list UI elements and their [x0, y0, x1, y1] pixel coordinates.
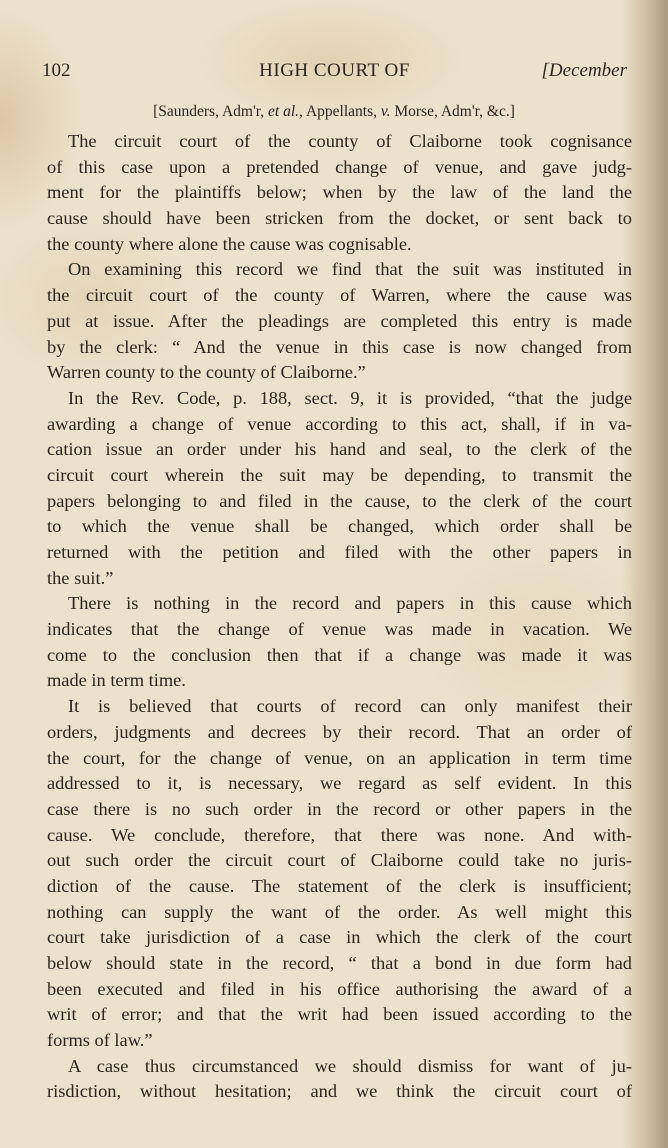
text-line: out such order the circuit court of Claiborne could take no juris-: [47, 850, 632, 871]
text-line: nothing can supply the want of the order. As well might this: [47, 901, 632, 922]
text-line: cation issue an order under his hand and seal, to the clerk of the: [47, 439, 632, 460]
text-line: orders, judgments and decrees by their record. That an order of: [47, 721, 632, 742]
caption-part: Morse, Adm'r, &c.]: [390, 103, 515, 120]
text-line: awarding a change of venue according to this act, shall, if in va-: [47, 413, 632, 434]
running-date: [December: [541, 60, 627, 81]
paragraph: [47, 591, 632, 694]
text-line: made in term time.: [47, 670, 186, 691]
caption-versus: v.: [380, 103, 391, 120]
text-line: Warren county to the county of Claiborne.”: [47, 362, 366, 383]
page-number: 102: [42, 60, 71, 81]
text-line: cause. We conclude, therefore, that there was none. And with-: [47, 824, 632, 845]
text-line: addressed to it, is necessary, we regard as self evident. In this: [47, 773, 632, 794]
text-line: writ of error; and that the writ had been issued according to the: [47, 1004, 632, 1025]
paragraph: [47, 129, 632, 257]
text-line: risdiction, without hesitation; and we think the circuit court of: [47, 1081, 632, 1102]
text-line: It is believed that courts of record can only manifest their: [68, 696, 632, 717]
text-line: In the Rev. Code, p. 188, sect. 9, it is provided, “that the judge: [68, 387, 632, 408]
caption-part: , Appellants,: [299, 103, 381, 120]
text-line: been executed and filed in his office authorising the award of a: [47, 978, 632, 999]
running-title: HIGH COURT OF: [259, 60, 410, 81]
caption-et-al: et al.: [268, 103, 300, 120]
text-line: case there is no such order in the record or other papers in the: [47, 798, 632, 819]
text-line: forms of law.”: [47, 1030, 153, 1051]
text-line: cause should have been stricken from the docket, or sent back to: [47, 208, 632, 229]
caption-part: [Saunders, Adm'r,: [153, 103, 269, 120]
text-line: There is nothing in the record and papers in this cause which: [68, 593, 632, 614]
text-line: below should state in the record, “ that a bond in due form had: [47, 953, 632, 973]
body-text: [47, 129, 632, 1105]
text-line: by the clerk: “ And the venue in this case is now changed from: [47, 336, 632, 357]
text-line: the suit.”: [47, 567, 114, 588]
text-line: the court, for the change of venue, on an application in term time: [47, 747, 632, 768]
paragraph: [47, 257, 632, 385]
text-line: come to the conclusion then that if a change was made it was: [47, 644, 632, 665]
text-line: The circuit court of the county of Claiborne took cognisance: [68, 131, 632, 151]
text-line: returned with the petition and filed with the other papers in: [47, 542, 632, 562]
text-line: put at issue. After the pleadings are completed this entry is made: [47, 310, 632, 331]
text-line: court take jurisdiction of a case in which the clerk of the court: [47, 927, 632, 948]
paragraph: [47, 386, 632, 592]
text-line: of this case upon a pretended change of venue, and gave judg-: [47, 156, 632, 177]
text-line: On examining this record we find that the suit was instituted in: [68, 259, 632, 280]
text-line: the circuit court of the county of Warren, where the cause was: [47, 285, 632, 306]
paragraph: [47, 1054, 632, 1105]
text-line: diction of the cause. The statement of the clerk is insufficient;: [47, 875, 632, 896]
case-caption: [0, 103, 668, 121]
running-header: [42, 60, 627, 88]
text-line: A case thus circumstanced we should dismiss for want of ju-: [68, 1055, 632, 1076]
text-line: circuit court wherein the suit may be depending, to transmit the: [47, 464, 632, 485]
text-line: ment for the plaintiffs below; when by the law of the land the: [47, 182, 632, 203]
text-line: papers belonging to and filed in the cause, to the clerk of the court: [47, 490, 632, 511]
text-line: indicates that the change of venue was made in vacation. We: [47, 619, 632, 640]
text-line: to which the venue shall be changed, which order shall be: [47, 516, 632, 537]
paragraph: [47, 694, 632, 1054]
text-line: the county where alone the cause was cognisable.: [47, 233, 412, 254]
